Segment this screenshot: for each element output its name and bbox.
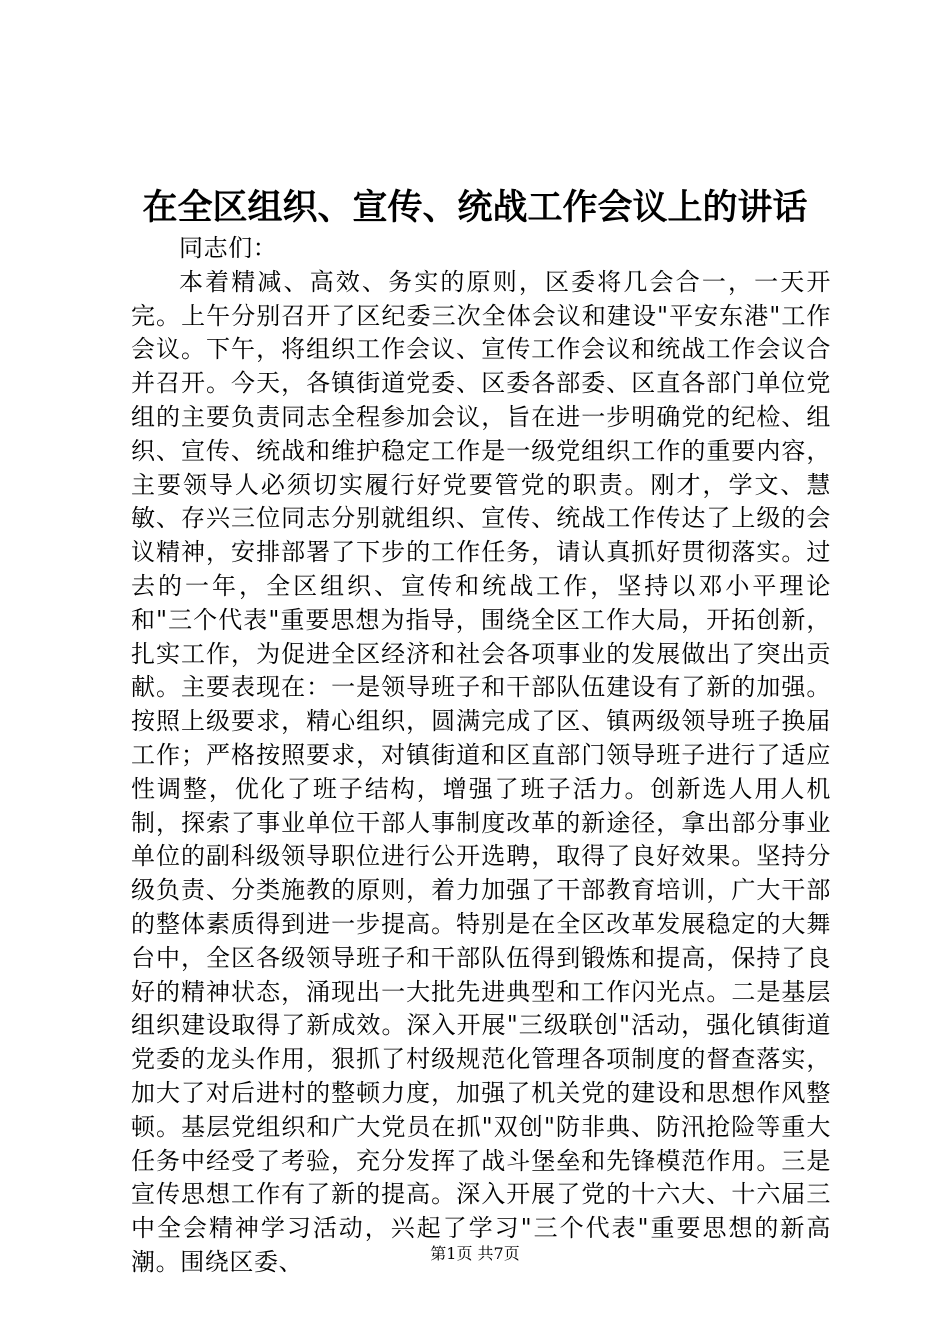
document-body	[131, 232, 831, 1280]
body-paragraph: 本着精减、高效、务实的原则，区委将几会合一，一天开完。上午分别召开了区纪委三次全体会议和建设"平安东港"工作会议。下午，将组织工作会议、宣传工作会议和统战工作会议合并召开。今天，各镇街道党委、区委各部委、区直各部门单位党组的主要负责同志全程参加会议，旨在进一步明确党的纪检、组织、宣传、统战和维护稳定工作是一级党组织工作的重要内容，主要领导人必须切实履行好党要管党的职责。刚才，学文、慧敏、存兴三位同志分别就组织、宣传、统战工作传达了上级的会议精神，安排部署了下步的工作任务，请认真抓好贯彻落实。过去的一年，全区组织、宣传和统战工作，坚持以邓小平理论和"三个代表"重要思想为指导，围绕全区工作大局，开拓创新，扎实工作，为促进全区经济和社会各项事业的发展做出了突出贡献。主要表现在：一是领导班子和干部队伍建设有了新的加强。按照上级要求，精心组织，圆满完成了区、镇两级领导班子换届工作；严格按照要求，对镇街道和区直部门领导班子进行了适应性调整，优化了班子结构，增强了班子活力。创新选人用人机制，探索了事业单位干部人事制度改革的新途径，拿出部分事业单位的副科级领导职位进行公开选聘，取得了良好效果。坚持分级负责、分类施教的原则，着力加强了干部教育培训，广大干部的整体素质得到进一步提高。特别是在全区改革发展稳定的大舞台中，全区各级领导班子和干部队伍得到锻炼和提高，保持了良好的精神状态，涌现出一大批先进典型和工作闪光点。二是基层组织建设取得了新成效。深入开展"三级联创"活动，强化镇街道党委的龙头作用，狠抓了村级规范化管理各项制度的督查落实，加大了对后进村的整顿力度，加强了机关党的建设和思想作风整顿。基层党组织和广大党员在抓"双创"防非典、防汛抢险等重大任务中经受了考验，充分发挥了战斗堡垒和先锋模范作用。三是宣传思想工作有了新的提高。深入开展了党的十六大、十六届三中全会精神学习活动，兴起了学习"三个代表"重要思想的新高潮。围绕区委、	[131, 267, 831, 1276]
page-footer: 第1页 共7页	[430, 1244, 520, 1263]
document-title: 在全区组织、宣传、统战工作会议上的讲话	[142, 187, 808, 228]
salutation: 同志们：	[179, 234, 278, 262]
